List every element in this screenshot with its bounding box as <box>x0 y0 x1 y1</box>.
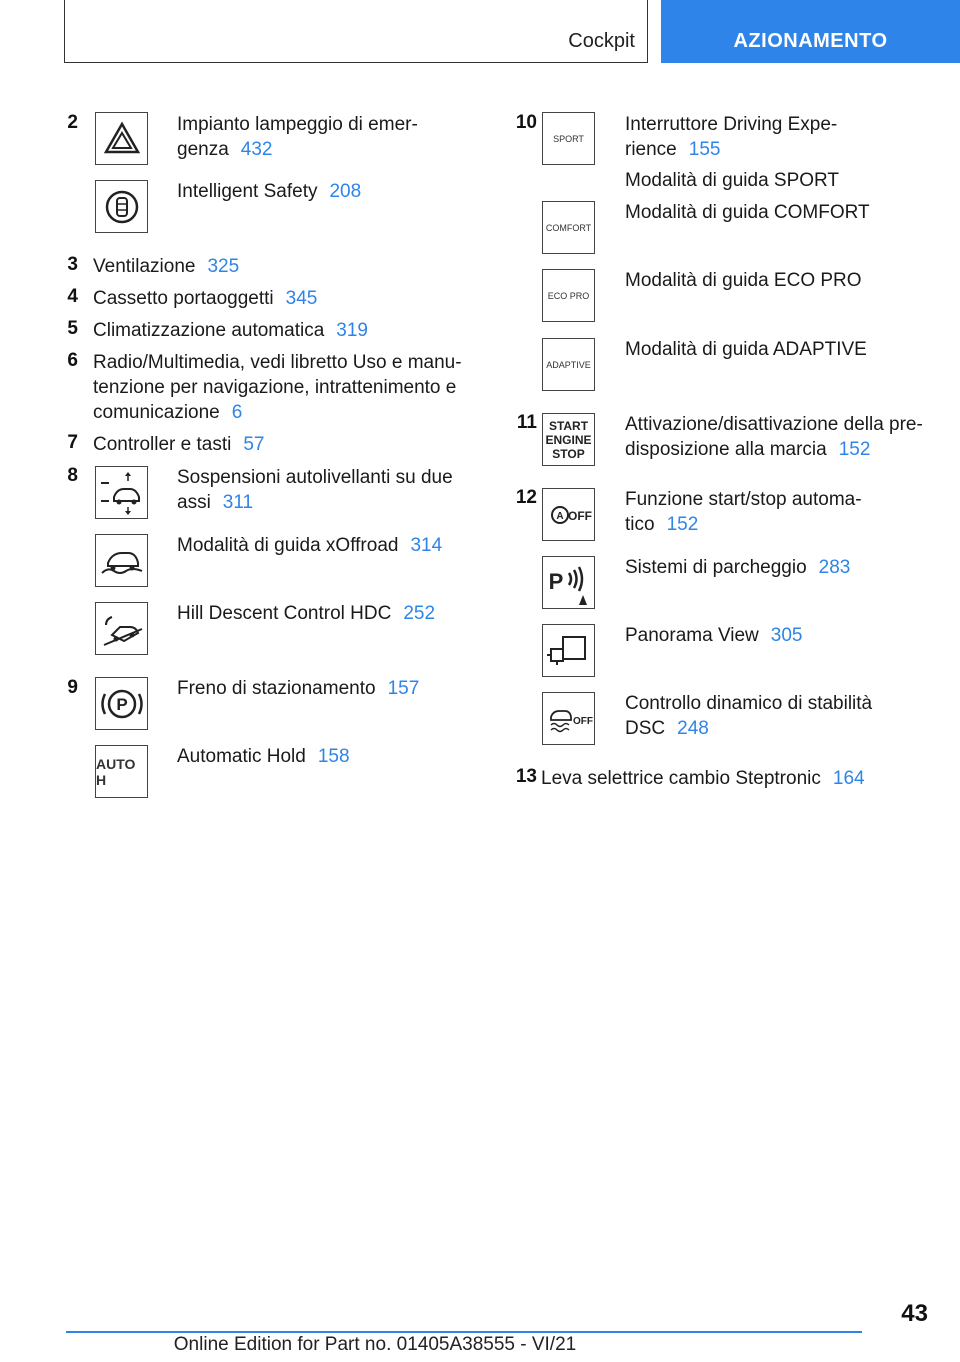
page-ref-link[interactable]: 345 <box>285 288 318 309</box>
ventilation-text: Ventilazione 325 <box>93 256 240 277</box>
item-number-11: 11 <box>516 412 537 433</box>
page-ref-link[interactable]: 432 <box>240 139 273 160</box>
page-ref-link[interactable]: 158 <box>317 746 350 767</box>
page-ref-link[interactable]: 152 <box>838 439 871 460</box>
hazard-warning-icon <box>95 112 148 165</box>
climate-control-text: Climatizzazione automatica 319 <box>93 320 368 341</box>
svg-text:P: P <box>115 694 128 714</box>
page-ref-link[interactable]: 314 <box>410 535 443 556</box>
footer-divider <box>66 1331 862 1333</box>
svg-text:P: P <box>548 568 563 594</box>
adaptive-button-icon: ADAPTIVE <box>542 338 595 391</box>
header-section-box <box>64 0 648 63</box>
panorama-view-text: Panorama View 305 <box>625 625 803 646</box>
intelligent-safety-text: Intelligent Safety 208 <box>177 181 362 202</box>
parking-brake-icon <box>95 677 148 730</box>
item-number-13: 13 <box>515 766 537 787</box>
section-title: Cockpit <box>568 30 635 52</box>
page-ref-link[interactable]: 319 <box>336 320 368 341</box>
hazard-warning-text: Impianto lampeggio di emer- genza 432 <box>177 114 418 160</box>
svg-text:OFF: OFF <box>572 715 593 727</box>
sport-button-icon: SPORT <box>542 112 595 165</box>
xoffroad-mode-icon <box>95 534 148 587</box>
start-stop-text: Funzione start/stop automa- tico 152 <box>625 489 862 535</box>
sport-mode-text: Modalità di guida SPORT <box>625 170 840 191</box>
svg-text:A: A <box>555 510 564 522</box>
self-leveling-suspension-icon <box>95 466 148 519</box>
auto-hold-icon: AUTO H <box>95 745 148 798</box>
page-ref-link[interactable]: 6 <box>231 402 243 423</box>
panorama-view-icon <box>542 624 595 677</box>
page-ref-link[interactable]: 252 <box>403 603 436 624</box>
item-number-4: 4 <box>67 286 78 307</box>
suspension-text: Sospensioni autolivellanti su due assi 311 <box>177 467 453 513</box>
eco-pro-mode-text: Modalità di guida ECO PRO <box>625 270 862 291</box>
adaptive-mode-text: Modalità di guida ADAPTIVE <box>625 339 867 360</box>
auto-start-stop-off-icon <box>542 488 595 541</box>
item-number-2: 2 <box>67 112 78 133</box>
page-ref-link[interactable]: 248 <box>677 718 709 739</box>
item-number-7: 7 <box>67 432 78 453</box>
start-stop-engine-icon: START ENGINE STOP <box>542 413 595 466</box>
glovebox-text: Cassetto portaoggetti 345 <box>93 288 318 309</box>
item-number-5: 5 <box>67 318 78 339</box>
parking-assistant-icon <box>542 556 595 609</box>
chapter-tab[interactable] <box>661 0 960 63</box>
item-number-10: 10 <box>515 112 537 133</box>
driving-experience-text: Interruttore Driving Expe- rience 155 <box>625 114 838 160</box>
footer <box>0 1334 960 1356</box>
item-number-8: 8 <box>67 465 78 486</box>
page-ref-link[interactable]: 57 <box>243 434 265 455</box>
xoffroad-text: Modalità di guida xOffroad 314 <box>177 535 443 556</box>
controller-text: Controller e tasti 57 <box>93 434 265 455</box>
steptronic-text: Leva selettrice cambio Steptronic 164 <box>541 768 865 789</box>
comfort-mode-text: Modalità di guida COMFORT <box>625 202 870 223</box>
item-number-12: 12 <box>515 487 537 508</box>
parking-systems-text: Sistemi di parcheggio 283 <box>625 557 851 578</box>
hdc-text: Hill Descent Control HDC 252 <box>177 603 436 624</box>
page-ref-link[interactable]: 325 <box>207 256 240 277</box>
page-ref-link[interactable]: 157 <box>387 678 420 699</box>
radio-multimedia-text: Radio/Multimedia, vedi libretto Uso e manu- tenzione per navigazione, intrattenimento e comunicazione 6 <box>93 352 462 423</box>
page-ref-link[interactable]: 155 <box>688 139 721 160</box>
page-number: 43 <box>901 1300 928 1327</box>
page-ref-link[interactable]: 164 <box>832 768 865 789</box>
item-number-6: 6 <box>67 350 78 371</box>
page-ref-link[interactable]: 208 <box>329 181 362 202</box>
page-ref-link[interactable]: 305 <box>770 625 803 646</box>
page-ref-link[interactable]: 152 <box>666 514 699 535</box>
edition-text: Online Edition for Part no. 01405A38555 - VI/21 <box>173 1334 577 1355</box>
eco-pro-button-icon: ECO PRO <box>542 269 595 322</box>
parking-brake-text: Freno di stazionamento 157 <box>177 678 420 699</box>
item-number-9: 9 <box>67 677 78 698</box>
hill-descent-control-icon <box>95 602 148 655</box>
chapter-title: AZIONAMENTO <box>733 30 888 52</box>
page-ref-link[interactable]: 283 <box>818 557 851 578</box>
dsc-off-icon <box>542 692 595 745</box>
page-ref-link[interactable]: 311 <box>222 492 254 513</box>
auto-hold-text: Automatic Hold 158 <box>177 746 350 767</box>
comfort-button-icon: COMFORT <box>542 201 595 254</box>
svg-text:OFF: OFF <box>567 508 592 523</box>
drive-readiness-text: Attivazione/disattivazione della pre- disposizione alla marcia 152 <box>625 414 923 460</box>
dsc-text: Controllo dinamico di stabilità DSC 248 <box>625 693 873 739</box>
intelligent-safety-icon <box>95 180 148 233</box>
item-number-3: 3 <box>67 254 78 275</box>
